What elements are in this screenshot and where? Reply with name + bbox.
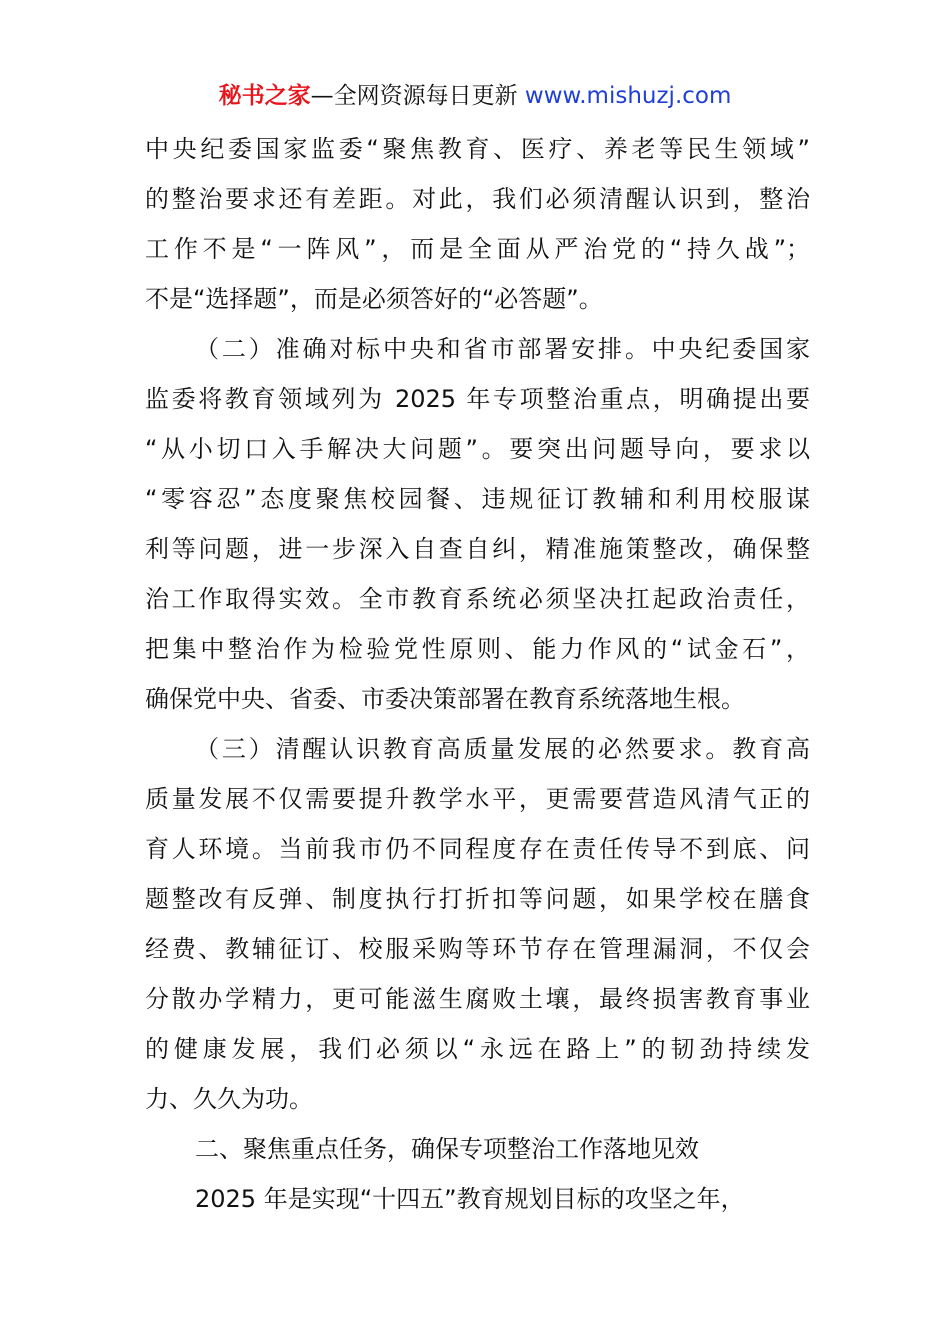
- site-brand: 秘书之家: [218, 83, 311, 109]
- section-heading-2: （二）准确对标中央和省市部署安排。中央纪委国家: [195, 335, 810, 363]
- text-line: 利等问题，进一步深入自查自纠，精准施策整改，确保整: [145, 535, 810, 563]
- text-line: 不是“选择题”，而是必须答好的“必答题”。: [145, 285, 603, 313]
- document-body: [145, 124, 810, 1224]
- text-line: 分散办学精力，更可能滋生腐败土壤，最终损害教育事业: [145, 985, 810, 1013]
- text-line: 工作不是“一阵风”，而是全面从严治党的“持久战”；: [145, 235, 810, 263]
- text-line: 把集中整治作为检验党性原则、能力作风的“试金石”，: [145, 635, 810, 663]
- text-line: 监委将教育领域列为 2025 年专项整治重点，明确提出要: [145, 385, 810, 413]
- text-line: 育人环境。当前我市仍不同程度存在责任传导不到底、问: [145, 835, 810, 863]
- text-line: “零容忍”态度聚焦校园餐、违规征订教辅和利用校服谋: [145, 485, 810, 513]
- text-line: 中央纪委国家监委“聚焦教育、医疗、养老等民生领域”: [145, 135, 810, 163]
- text-line: 题整改有反弹、制度执行打折扣等问题，如果学校在膳食: [145, 885, 810, 913]
- text-line: 经费、教辅征订、校服采购等环节存在管理漏洞，不仅会: [145, 935, 810, 963]
- chapter-heading-2: 二、聚焦重点任务，确保专项整治工作落地见效: [195, 1135, 699, 1163]
- text-line: 质量发展不仅需要提升教学水平，更需要营造风清气正的: [145, 785, 810, 813]
- site-url-link[interactable]: www.mishuzj.com: [524, 83, 732, 109]
- site-tagline: —全网资源每日更新: [310, 83, 525, 109]
- text-line: “从小切口入手解决大问题”。要突出问题导向，要求以: [145, 435, 810, 463]
- text-line: 的整治要求还有差距。对此，我们必须清醒认识到，整治: [145, 185, 810, 213]
- text-line: 力、久久为功。: [145, 1085, 313, 1113]
- section-heading-3: （三）清醒认识教育高质量发展的必然要求。教育高: [195, 735, 810, 763]
- text-line: 2025 年是实现“十四五”教育规划目标的攻坚之年，: [195, 1185, 745, 1213]
- text-line: 的健康发展，我们必须以“永远在路上”的韧劲持续发: [145, 1035, 810, 1063]
- text-line: 治工作取得实效。全市教育系统必须坚决扛起政治责任，: [145, 585, 810, 613]
- site-header: [0, 80, 950, 112]
- text-line: 确保党中央、省委、市委决策部署在教育系统落地生根。: [145, 685, 745, 713]
